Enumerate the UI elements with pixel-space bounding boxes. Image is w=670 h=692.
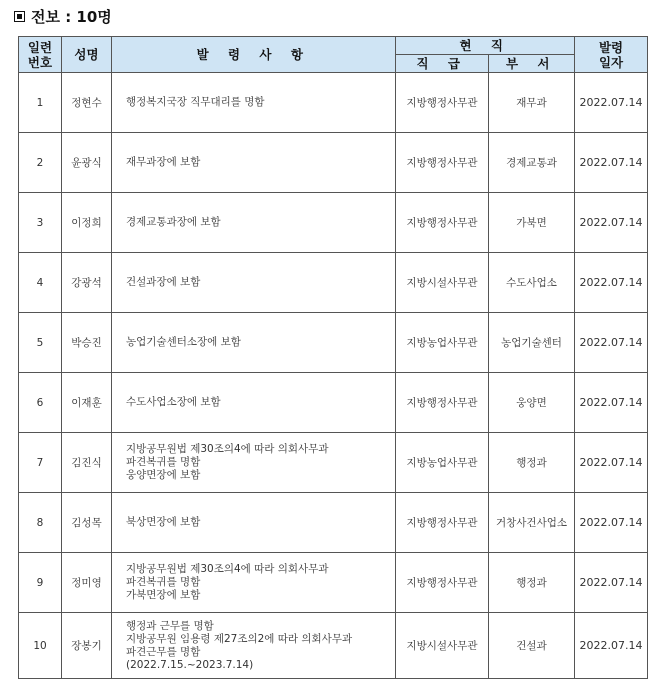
cell-action bbox=[112, 193, 396, 253]
action-line: (2022.7.15.~2023.7.14) bbox=[126, 658, 254, 671]
cell-action bbox=[112, 373, 396, 433]
cell-rank: 지방행정사무관 bbox=[396, 193, 489, 253]
header-name: 성명 bbox=[62, 37, 112, 73]
cell-rank: 지방행정사무관 bbox=[396, 73, 489, 133]
cell-name: 강광석 bbox=[62, 253, 112, 313]
action-line: 농업기술센터소장에 보함 bbox=[126, 336, 241, 348]
cell-action bbox=[112, 313, 396, 373]
action-line: 지방공무원법 제30조의4에 따라 의회사무과 bbox=[126, 563, 329, 575]
cell-serial-no: 6 bbox=[19, 373, 62, 433]
cell-name: 박승진 bbox=[62, 313, 112, 373]
cell-serial-no: 7 bbox=[19, 433, 62, 493]
table-row bbox=[19, 613, 648, 679]
cell-action bbox=[112, 73, 396, 133]
cell-serial-no: 4 bbox=[19, 253, 62, 313]
cell-department: 행정과 bbox=[489, 433, 575, 493]
cell-date: 2022.07.14 bbox=[575, 493, 648, 553]
cell-department: 웅양면 bbox=[489, 373, 575, 433]
cell-serial-no: 10 bbox=[19, 613, 62, 679]
cell-department: 경제교통과 bbox=[489, 133, 575, 193]
action-line: 파견근무를 명함 bbox=[126, 645, 201, 658]
cell-serial-no: 2 bbox=[19, 133, 62, 193]
table-row bbox=[19, 313, 648, 373]
action-line: 행정복지국장 직무대리를 명함 bbox=[126, 96, 265, 108]
cell-serial-no: 3 bbox=[19, 193, 62, 253]
action-line: 파견복귀를 명함 bbox=[126, 456, 201, 468]
action-line: 파견복귀를 명함 bbox=[126, 576, 201, 588]
cell-rank: 지방시설사무관 bbox=[396, 613, 489, 679]
header-rank: 직 급 bbox=[396, 55, 489, 73]
cell-rank: 지방행정사무관 bbox=[396, 553, 489, 613]
cell-department: 건설과 bbox=[489, 613, 575, 679]
cell-name: 장봉기 bbox=[62, 613, 112, 679]
action-line: 경제교통과장에 보함 bbox=[126, 216, 221, 228]
cell-name: 이재훈 bbox=[62, 373, 112, 433]
action-line: 북상면장에 보함 bbox=[126, 516, 201, 528]
cell-date: 2022.07.14 bbox=[575, 613, 648, 679]
header-department: 부 서 bbox=[489, 55, 575, 73]
personnel-table bbox=[18, 36, 648, 679]
header-date: 발령 일자 bbox=[575, 37, 648, 73]
cell-action bbox=[112, 253, 396, 313]
heading-text: 전보 : 10명 bbox=[31, 7, 112, 26]
cell-name: 김진식 bbox=[62, 433, 112, 493]
cell-name: 윤광식 bbox=[62, 133, 112, 193]
cell-department: 행정과 bbox=[489, 553, 575, 613]
square-bullet-icon bbox=[14, 11, 25, 22]
cell-rank: 지방행정사무관 bbox=[396, 133, 489, 193]
cell-rank: 지방시설사무관 bbox=[396, 253, 489, 313]
cell-department: 수도사업소 bbox=[489, 253, 575, 313]
cell-date: 2022.07.14 bbox=[575, 193, 648, 253]
cell-action bbox=[112, 613, 396, 679]
action-line: 지방공무원법 제30조의4에 따라 의회사무과 bbox=[126, 443, 329, 455]
cell-date: 2022.07.14 bbox=[575, 553, 648, 613]
cell-date: 2022.07.14 bbox=[575, 433, 648, 493]
cell-date: 2022.07.14 bbox=[575, 133, 648, 193]
cell-serial-no: 8 bbox=[19, 493, 62, 553]
cell-department: 거창사건사업소 bbox=[489, 493, 575, 553]
cell-name: 이정희 bbox=[62, 193, 112, 253]
cell-name: 김성목 bbox=[62, 493, 112, 553]
table-row bbox=[19, 553, 648, 613]
table-body bbox=[19, 73, 648, 679]
cell-date: 2022.07.14 bbox=[575, 313, 648, 373]
table-row bbox=[19, 253, 648, 313]
action-line: 지방공무원 임용령 제27조의2에 따라 의회사무과 bbox=[126, 632, 353, 645]
cell-rank: 지방행정사무관 bbox=[396, 373, 489, 433]
action-line: 가북면장에 보함 bbox=[126, 589, 201, 601]
cell-name: 정미영 bbox=[62, 553, 112, 613]
cell-action bbox=[112, 553, 396, 613]
table-row bbox=[19, 193, 648, 253]
header-serial-no: 일련 번호 bbox=[19, 37, 62, 73]
action-line: 수도사업소장에 보함 bbox=[126, 396, 221, 408]
cell-action bbox=[112, 493, 396, 553]
cell-date: 2022.07.14 bbox=[575, 373, 648, 433]
header-current-position: 현 직 bbox=[396, 37, 575, 55]
table-row bbox=[19, 493, 648, 553]
action-line: 건설과장에 보함 bbox=[126, 276, 201, 288]
action-line: 재무과장에 보함 bbox=[126, 156, 201, 168]
cell-rank: 지방농업사무관 bbox=[396, 313, 489, 373]
cell-rank: 지방농업사무관 bbox=[396, 433, 489, 493]
cell-serial-no: 9 bbox=[19, 553, 62, 613]
header-row-1 bbox=[19, 37, 648, 55]
cell-serial-no: 1 bbox=[19, 73, 62, 133]
cell-rank: 지방행정사무관 bbox=[396, 493, 489, 553]
cell-date: 2022.07.14 bbox=[575, 253, 648, 313]
cell-date: 2022.07.14 bbox=[575, 73, 648, 133]
cell-department: 가북면 bbox=[489, 193, 575, 253]
action-line: 웅양면장에 보함 bbox=[126, 469, 201, 481]
cell-name: 정현수 bbox=[62, 73, 112, 133]
table-row bbox=[19, 73, 648, 133]
table-row bbox=[19, 433, 648, 493]
header-action: 발 령 사 항 bbox=[112, 37, 396, 73]
table-row bbox=[19, 133, 648, 193]
cell-action bbox=[112, 433, 396, 493]
cell-department: 농업기술센터 bbox=[489, 313, 575, 373]
cell-serial-no: 5 bbox=[19, 313, 62, 373]
section-heading bbox=[14, 4, 112, 28]
action-line: 행정과 근무를 명함 bbox=[126, 619, 214, 632]
cell-action bbox=[112, 133, 396, 193]
cell-department: 재무과 bbox=[489, 73, 575, 133]
table-row bbox=[19, 373, 648, 433]
